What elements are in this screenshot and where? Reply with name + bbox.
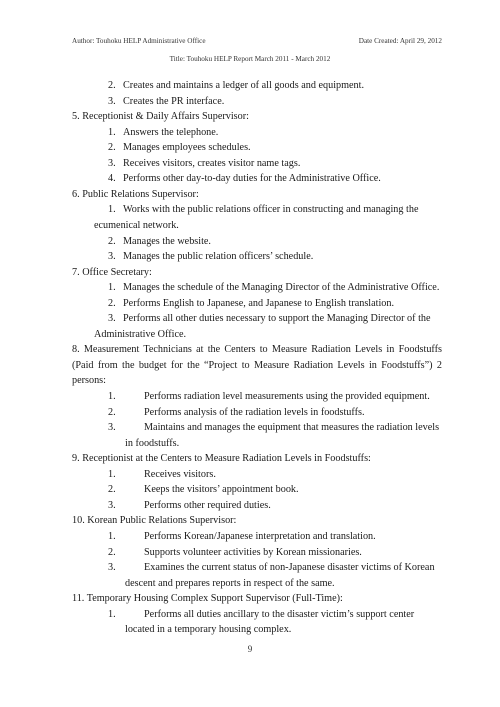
list-item <box>108 422 439 434</box>
item-text: Performs other required duties. <box>144 499 271 511</box>
item-text: Keeps the visitors’ appointment book. <box>144 484 299 496</box>
list-item <box>108 531 376 543</box>
item-number: 3. <box>108 251 116 263</box>
item-text: Manages the website. <box>123 235 211 247</box>
item-text: Receives visitors. <box>144 468 216 480</box>
item-number: 1. <box>108 204 116 216</box>
item-text: Answers the telephone. <box>123 126 219 138</box>
item-text: Creates and maintains a ledger of all goods and equipment. <box>123 80 365 91</box>
list-item <box>108 562 435 574</box>
item-continuation: located in a temporary housing complex. <box>125 624 292 636</box>
header-author: Author: Touhoku HELP Administrative Office <box>72 37 206 45</box>
item-text: Manages the public relation officers’ schedule. <box>123 251 314 263</box>
list-item <box>108 80 364 92</box>
list-item <box>108 142 251 154</box>
list-item <box>108 204 419 216</box>
item-text: Performs English to Japanese, and Japanese to English translation. <box>123 297 395 309</box>
item-text: Examines the current status of non-Japanese disaster victims of Korean <box>144 562 435 574</box>
item-text: Maintains and manages the equipment that measures the radiation levels <box>144 422 440 434</box>
item-number: 1. <box>108 126 116 138</box>
list-item <box>108 391 430 403</box>
item-text: Performs all duties ancillary to the disaster victim’s support center <box>144 608 415 620</box>
item-text: Manages employees schedules. <box>123 142 251 154</box>
list-item <box>108 313 431 325</box>
item-text: Performs all other duties necessary to support the Managing Director of the <box>123 313 431 325</box>
item-number: 1. <box>108 391 116 402</box>
list-item <box>108 251 313 263</box>
list-item <box>108 236 211 248</box>
item-number: 1. <box>108 468 116 480</box>
item-number: 2. <box>108 406 116 418</box>
item-text: Performs Korean/Japanese interpretation and translation. <box>144 530 376 542</box>
item-number: 2. <box>108 546 116 558</box>
section-heading: 7. Office Secretary: <box>72 266 152 278</box>
section-heading: 5. Receptionist & Daily Affairs Supervisor: <box>72 111 249 123</box>
item-number: 2. <box>108 297 116 309</box>
item-number: 1. <box>108 282 116 294</box>
header-title: Title: Touhoku HELP Report March 2011 - March 2012 <box>169 55 331 63</box>
list-item <box>108 484 299 496</box>
list-item <box>108 173 381 185</box>
item-text: Performs analysis of the radiation levels in foodstuffs. <box>144 406 365 418</box>
list-item <box>108 96 224 108</box>
section-heading: 8. Measurement Technicians at the Centers to Measure Radiation Levels in Foodstuffs <box>72 344 442 356</box>
item-text: Receives visitors, creates visitor name tags. <box>123 157 301 169</box>
section-heading: 6. Public Relations Supervisor: <box>72 188 199 200</box>
item-number: 3. <box>108 157 116 169</box>
item-text: Works with the public relations officer in constructing and managing the <box>123 204 419 216</box>
item-text: Supports volunteer activities by Korean missionaries. <box>144 546 362 558</box>
item-number: 3. <box>108 499 116 511</box>
item-number: 3. <box>108 562 116 574</box>
item-text: Creates the PR interface. <box>123 95 225 107</box>
list-item <box>108 609 414 621</box>
item-text: Performs other day-to-day duties for the Administrative Office. <box>123 173 381 185</box>
section-heading: 11. Temporary Housing Complex Support Supervisor (Full-Time): <box>72 593 343 605</box>
item-number: 3. <box>108 95 116 107</box>
item-number: 3. <box>108 313 116 325</box>
item-text: Manages the schedule of the Managing Director of the Administrative Office. <box>123 282 440 294</box>
item-continuation: Administrative Office. <box>94 328 187 340</box>
item-continuation: ecumenical network. <box>94 219 179 231</box>
list-item <box>108 547 362 559</box>
item-number: 1. <box>108 530 116 542</box>
item-number: 2. <box>108 142 116 154</box>
list-item <box>108 500 271 512</box>
section-heading: persons: <box>72 375 106 387</box>
item-number: 3. <box>108 422 116 434</box>
item-number: 4. <box>108 173 116 185</box>
page-number: 9 <box>247 644 253 654</box>
list-item <box>108 469 216 481</box>
list-item <box>108 158 300 170</box>
item-number: 2. <box>108 235 116 247</box>
section-heading: (Paid from the budget for the “Project to Measure Radiation Levels in Foodstuffs”) 2 <box>72 359 442 371</box>
list-item <box>108 282 439 294</box>
list-item <box>108 407 365 419</box>
item-continuation: in foodstuffs. <box>125 437 180 449</box>
section-heading: 9. Receptionist at the Centers to Measure Radiation Levels in Foodstuffs: <box>72 453 371 465</box>
list-item <box>108 127 218 139</box>
section-heading: 10. Korean Public Relations Supervisor: <box>72 515 237 527</box>
item-number: 2. <box>108 80 116 91</box>
item-number: 1. <box>108 608 116 620</box>
header-date: Date Created: April 29, 2012 <box>358 37 442 45</box>
item-number: 2. <box>108 484 116 496</box>
item-continuation: descent and prepares reports in respect of the same. <box>125 577 335 589</box>
item-text: Performs radiation level measurements using the provided equipment. <box>144 391 430 402</box>
list-item <box>108 298 394 310</box>
